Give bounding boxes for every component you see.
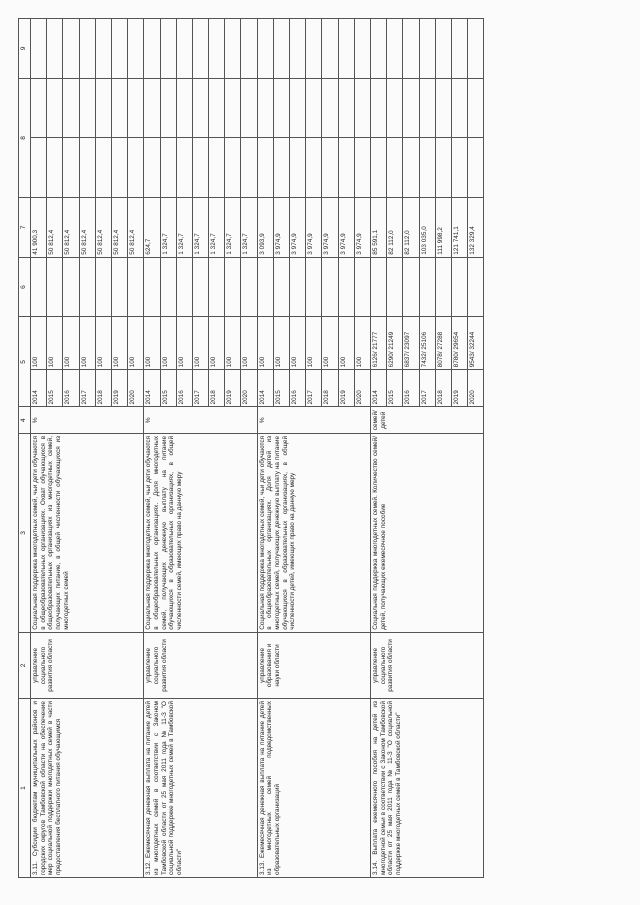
cell-funding: 50 812,4 [128,198,144,258]
cell-indicator: Социальная поддержка многодетных семей, чьи дети обучаются в общеобразовательных организациях. Охват обучающихся в общеобразовательных организациях из многодетных семей, получающих питание, в общей численности обучающихся из многодетных семей [31,433,144,632]
cell-empty [47,78,63,138]
cell-target-value: 100 [273,317,289,370]
program-measures-table [18,18,484,878]
cell-target-value: 100 [128,317,144,370]
cell-empty [79,19,95,79]
cell-empty [419,78,435,138]
cell-empty [322,257,338,317]
cell-empty [451,257,467,317]
cell-empty [95,19,111,79]
cell-target-value: 8078/ 27288 [435,317,451,370]
cell-target-value: 100 [95,317,111,370]
cell-empty [338,138,354,198]
cell-empty [160,257,176,317]
cell-empty [209,78,225,138]
cell-year: 2018 [322,370,338,407]
cell-target-value: 9543/ 32244 [468,317,484,370]
cell-empty [144,138,160,198]
cell-year: 2015 [160,370,176,407]
table-row [257,19,273,878]
cell-funding: 1 324,7 [192,198,208,258]
cell-funding: 82 112,0 [387,198,403,258]
cell-empty [209,257,225,317]
cell-funding: 82 112,0 [403,198,419,258]
cell-empty [176,78,192,138]
cell-empty [225,138,241,198]
cell-target-value: 100 [176,317,192,370]
cell-year: 2014 [257,370,273,407]
cell-target-value: 6837/ 23097 [403,317,419,370]
cell-empty [63,257,79,317]
cell-empty [128,78,144,138]
cell-empty [192,138,208,198]
cell-target-value: 100 [63,317,79,370]
cell-empty [435,78,451,138]
cell-indicator: Социальная поддержка многодетных семей, чьи дети обучаются в общеобразовательных организациях. Доля детей из многодетных семей, получающих денежную выплату на питание обучающихся в образовательных организациях, в общей численности детей, имеющих право на данную меру [257,433,370,632]
cell-target-value: 6126/ 21777 [370,317,386,370]
cell-empty [306,78,322,138]
table-row [144,19,160,878]
cell-funding: 111 998,2 [435,198,451,258]
cell-empty [338,257,354,317]
cell-empty [306,257,322,317]
cell-empty [354,78,370,138]
cell-funding: 50 812,4 [111,198,127,258]
cell-funding: 1 324,7 [225,198,241,258]
cell-target-value: 100 [241,317,257,370]
cell-empty [144,257,160,317]
cell-target-value: 100 [338,317,354,370]
cell-empty [257,257,273,317]
cell-target-value: 100 [306,317,322,370]
cell-empty [160,138,176,198]
cell-empty [370,19,386,79]
cell-empty [451,19,467,79]
cell-target-value: 100 [354,317,370,370]
cell-empty [257,138,273,198]
cell-funding: 3 974,9 [306,198,322,258]
cell-year: 2017 [79,370,95,407]
cell-target-value: 100 [79,317,95,370]
cell-funding: 3 974,9 [273,198,289,258]
cell-empty [225,78,241,138]
cell-empty [176,19,192,79]
col-header-1: 1 [19,699,31,878]
cell-empty [354,19,370,79]
cell-empty [176,257,192,317]
cell-empty [225,19,241,79]
cell-empty [403,138,419,198]
cell-empty [322,19,338,79]
cell-empty [144,78,160,138]
cell-empty [47,19,63,79]
cell-target-value: 100 [290,317,306,370]
cell-target-value: 100 [144,317,160,370]
cell-funding: 50 812,4 [63,198,79,258]
cell-empty [176,138,192,198]
cell-target-value: 100 [322,317,338,370]
cell-year: 2018 [209,370,225,407]
cell-empty [370,138,386,198]
cell-unit: % [144,407,257,434]
cell-target-value: 100 [47,317,63,370]
cell-year: 2019 [451,370,467,407]
cell-empty [306,19,322,79]
cell-empty [31,78,47,138]
cell-empty [209,19,225,79]
cell-target-value: 8780/ 29654 [451,317,467,370]
cell-funding: 50 812,4 [79,198,95,258]
cell-empty [338,19,354,79]
cell-empty [419,19,435,79]
cell-empty [241,78,257,138]
cell-empty [403,257,419,317]
cell-target-value: 100 [111,317,127,370]
cell-empty [370,257,386,317]
cell-empty [354,257,370,317]
table-row [370,19,386,878]
cell-org: управление социального развития области [370,632,483,698]
col-header-7: 7 [19,198,31,258]
cell-empty [192,257,208,317]
cell-empty [322,78,338,138]
cell-year: 2020 [354,370,370,407]
cell-year: 2017 [419,370,435,407]
cell-org: управление образования и науки области [257,632,370,698]
cell-year: 2020 [468,370,484,407]
cell-empty [387,138,403,198]
cell-empty [468,78,484,138]
cell-empty [387,19,403,79]
cell-empty [160,19,176,79]
cell-empty [273,138,289,198]
cell-empty [241,257,257,317]
cell-year: 2018 [435,370,451,407]
cell-empty [111,257,127,317]
cell-empty [290,78,306,138]
cell-empty [290,19,306,79]
cell-unit: % [257,407,370,434]
col-header-4: 4 [19,407,31,434]
cell-empty [403,19,419,79]
cell-year: 2014 [370,370,386,407]
cell-funding: 103 035,0 [419,198,435,258]
cell-empty [468,138,484,198]
cell-empty [47,138,63,198]
cell-target-value: 100 [160,317,176,370]
cell-empty [257,78,273,138]
cell-target-value: 100 [209,317,225,370]
cell-empty [192,78,208,138]
cell-empty [354,138,370,198]
col-header-3: 3 [19,433,31,632]
cell-target-value: 6290/ 21249 [387,317,403,370]
cell-funding: 3 974,9 [322,198,338,258]
cell-funding: 41 900,3 [31,198,47,258]
cell-funding: 3 093,9 [257,198,273,258]
cell-year: 2014 [144,370,160,407]
cell-year: 2016 [63,370,79,407]
cell-empty [79,78,95,138]
cell-year: 2016 [176,370,192,407]
cell-empty [419,257,435,317]
cell-year: 2017 [306,370,322,407]
cell-empty [31,19,47,79]
cell-empty [128,138,144,198]
col-header-2: 2 [19,632,31,698]
cell-empty [435,257,451,317]
cell-empty [111,138,127,198]
cell-empty [468,257,484,317]
cell-indicator: Социальная поддержка многодетных семей, чьи дети обучаются в общеобразовательных организациях. Доля многодетных семей, получающих денежную выплату на питание обучающихся в образовательных организациях, в общей численности семей, имеющих право на данную меру [144,433,257,632]
cell-empty [79,138,95,198]
cell-empty [403,78,419,138]
cell-funding: 132 329,4 [468,198,484,258]
cell-year: 2015 [387,370,403,407]
cell-empty [31,138,47,198]
cell-funding: 1 324,7 [160,198,176,258]
cell-empty [160,78,176,138]
cell-year: 2020 [128,370,144,407]
cell-empty [451,78,467,138]
cell-empty [435,138,451,198]
cell-indicator: Социальная поддержка многодетных семей. Количество семей/ детей, получающих ежемесячное пособие [370,433,483,632]
cell-empty [273,257,289,317]
table-body [31,19,484,878]
cell-unit: % [31,407,144,434]
cell-num_title: 3.13. Ежемесячная денежная выплата на питание детей из многодетных семей подведомственных образовательных организаций [257,699,370,878]
cell-empty [47,257,63,317]
cell-empty [63,78,79,138]
cell-empty [192,19,208,79]
cell-empty [111,78,127,138]
cell-num_title: 3.11. Субсидии бюджетам муниципальных районов и городских округов Тамбовской области на обеспечение мер социальной поддержки многодетных семей в части предоставления бесплатного питания обучающимся [31,699,144,878]
cell-empty [387,257,403,317]
col-header-5: 5 [19,317,31,407]
cell-year: 2020 [241,370,257,407]
cell-year: 2018 [95,370,111,407]
cell-empty [111,19,127,79]
cell-year: 2019 [338,370,354,407]
cell-funding: 3 974,9 [354,198,370,258]
cell-year: 2019 [225,370,241,407]
cell-empty [128,19,144,79]
cell-target-value: 100 [31,317,47,370]
cell-empty [370,78,386,138]
cell-empty [290,257,306,317]
cell-target-value: 100 [225,317,241,370]
cell-empty [95,257,111,317]
cell-empty [63,19,79,79]
cell-empty [273,78,289,138]
cell-target-value: 100 [257,317,273,370]
cell-empty [322,138,338,198]
col-header-8: 8 [19,78,31,197]
cell-funding: 3 974,9 [338,198,354,258]
cell-empty [435,19,451,79]
cell-empty [225,257,241,317]
cell-empty [95,138,111,198]
cell-empty [241,138,257,198]
cell-num_title: 3.12. Ежемесячная денежная выплата на питание детей из многодетных семей в соответствии с Законом Тамбовской области от 25 мая 2011 года № 11-З "О социальной поддержке многодетных семей в Тамбовской области" [144,699,257,878]
cell-empty [306,138,322,198]
cell-empty [209,138,225,198]
cell-year: 2017 [192,370,208,407]
cell-year: 2016 [403,370,419,407]
cell-funding: 1 324,7 [209,198,225,258]
col-header-9: 9 [19,19,31,79]
cell-empty [128,257,144,317]
cell-empty [241,19,257,79]
table-row [31,19,47,878]
cell-empty [257,19,273,79]
cell-funding: 3 974,9 [290,198,306,258]
cell-empty [63,138,79,198]
cell-year: 2015 [47,370,63,407]
cell-org: управление социального развития области [31,632,144,698]
cell-empty [144,19,160,79]
cell-target-value: 100 [192,317,208,370]
cell-empty [419,138,435,198]
cell-year: 2016 [290,370,306,407]
cell-funding: 624,7 [144,198,160,258]
cell-empty [451,138,467,198]
rotated-table-wrapper [18,18,618,878]
column-number-row [19,19,31,878]
cell-funding: 1 324,7 [176,198,192,258]
cell-year: 2014 [31,370,47,407]
cell-empty [95,78,111,138]
cell-funding: 121 741,1 [451,198,467,258]
cell-year: 2019 [111,370,127,407]
cell-empty [79,257,95,317]
col-header-6: 6 [19,257,31,317]
cell-empty [387,78,403,138]
cell-funding: 50 812,4 [95,198,111,258]
cell-empty [31,257,47,317]
cell-year: 2015 [273,370,289,407]
cell-funding: 50 812,4 [47,198,63,258]
cell-target-value: 7432/ 25106 [419,317,435,370]
cell-empty [273,19,289,79]
cell-empty [468,19,484,79]
cell-empty [290,138,306,198]
cell-empty [338,78,354,138]
cell-org: управление социального развития области [144,632,257,698]
cell-funding: 1 324,7 [241,198,257,258]
cell-unit: семей/ детей [370,407,483,434]
cell-funding: 85 591,1 [370,198,386,258]
cell-num_title: 3.14. Выплата ежемесячного пособия на детей из многодетной семьи в соответствии с Законом Тамбовской области от 25 мая 2011 года № 11-З "О социальной поддержке многодетных семей в Тамбовской области" [370,699,483,878]
